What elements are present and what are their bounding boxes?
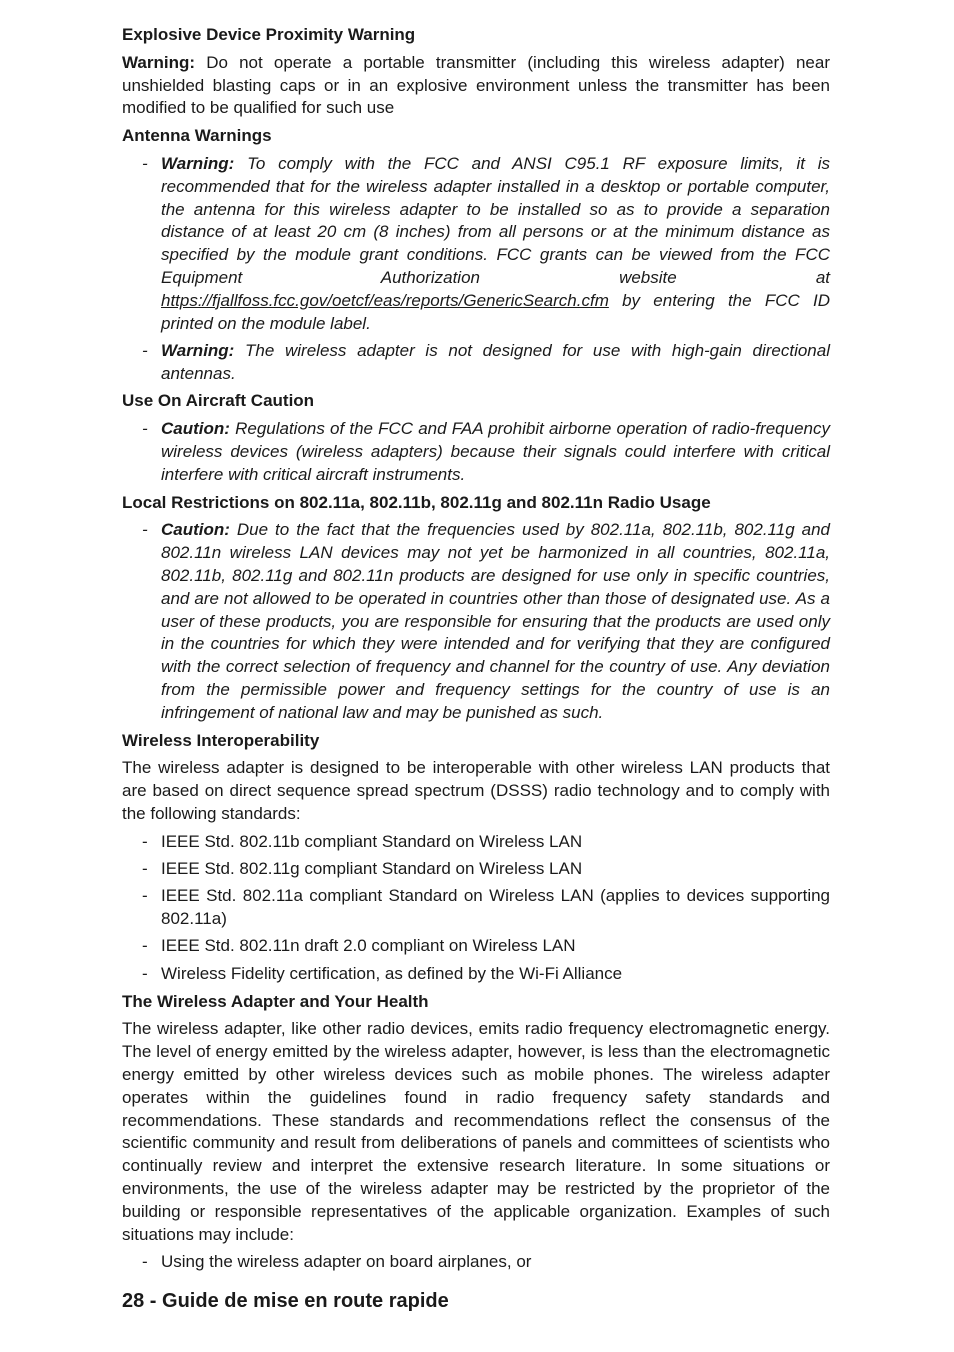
- list-item: - Using the wireless adapter on board airplanes, or: [122, 1251, 830, 1274]
- antenna-warning-2: [122, 340, 830, 386]
- interop-heading: Wireless Interoperability: [122, 730, 320, 750]
- aircraft-caution-lead: Caution:: [161, 419, 230, 439]
- antenna-list: [122, 153, 830, 385]
- antenna-warning-2-text: The wireless adapter is not designed for use with high-gain directional antennas.: [161, 340, 830, 383]
- page-footer: 28 - Guide de mise en route rapide: [122, 1290, 449, 1312]
- fcc-link[interactable]: https://fjallfoss.fcc.gov/oetcf/eas/reports/GenericSearch.cfm: [161, 290, 609, 310]
- local-caution-lead: Caution:: [161, 520, 230, 540]
- antenna-warning-2-lead: Warning:: [161, 340, 235, 360]
- health-list: [122, 1251, 830, 1274]
- antenna-warning-1-text: To comply with the FCC and ANSI C95.1 RF exposure limits, it is recommended that for the wireless adapter installed in a desktop or portable computer, the antenna for this wireless adapter to be installed so as to provide a separation distance of at least 20 cm (8 inches) from all persons or at the minimum distance as specified by the module grant conditions. FCC grants can be viewed from the FCC Equipment Authorization website at: [161, 153, 830, 287]
- health-paragraph: The wireless adapter, like other radio devices, emits radio frequency electromagnetic energy. The level of energy emitted by the wireless adapter, however, is less than the electromagnetic energy emitted by other wireless devices such as mobile phones. The wireless adapter operates within the guidelines found in radio frequency safety standards and recommendations. These standards and recommendations reflect the consensus of the scientific community and result from deliberations of panels and committees of scientists who continually review and interpret the extensive research literature. In some situations or environments, the use of the wireless adapter may be restricted by the proprietor of the building or responsible representatives of the applicable organization. Examples of such situations may include:: [122, 1019, 830, 1244]
- aircraft-caution: [122, 418, 830, 486]
- list-item: - IEEE Std. 802.11b compliant Standard on Wireless LAN: [122, 831, 830, 854]
- local-restrictions-caution: [122, 519, 830, 724]
- aircraft-caution-text: Regulations of the FCC and FAA prohibit airborne operation of radio-frequency wireless devices (wireless adapters) because their signals could interfere with critical interfere with critical aircraft instruments.: [161, 419, 830, 484]
- list-item: - IEEE Std. 802.11a compliant Standard on Wireless LAN (applies to devices supporting 802.11a): [122, 885, 830, 931]
- antenna-warning-1-tail: by entering the FCC ID printed on the module label.: [161, 290, 830, 333]
- explosive-lead: Warning:: [122, 52, 196, 72]
- interop-intro: The wireless adapter is designed to be interoperable with other wireless LAN products that are based on direct sequence spread spectrum (DSSS) radio technology and to comply with the following standards:: [122, 758, 830, 823]
- list-item: - IEEE Std. 802.11g compliant Standard on Wireless LAN: [122, 858, 830, 881]
- antenna-warning-1: [122, 153, 830, 335]
- interop-standards-list: [122, 831, 830, 986]
- antenna-warning-1-lead: Warning:: [161, 153, 235, 173]
- explosive-heading: Explosive Device Proximity Warning: [122, 25, 416, 44]
- explosive-paragraph: [122, 52, 830, 120]
- local-caution-text: Due to the fact that the frequencies used by 802.11a, 802.11b, 802.11g and 802.11n wireless LAN devices may not yet be harmonized in all countries, 802.11a, 802.11b, 802.11g and 802.11n products are designed for use only in specific countries, and are not allowed to be operated in countries other than those of designated use. As a user of these products, you are responsible for ensuring that the products are used only in the countries for which they were intended and for verifying that they are configured with the correct selection of frequency and channel for the country of use. Any deviation from the permissible power and frequency settings for the country of use is an infringement of national law and may be punished as such.: [161, 520, 830, 722]
- local-restrictions-list: [122, 519, 830, 724]
- aircraft-list: [122, 418, 830, 486]
- list-item: - IEEE Std. 802.11n draft 2.0 compliant on Wireless LAN: [122, 935, 830, 958]
- health-heading: The Wireless Adapter and Your Health: [122, 991, 429, 1011]
- document-page: [122, 24, 830, 1279]
- aircraft-heading: Use On Aircraft Caution: [122, 391, 315, 411]
- antenna-heading: Antenna Warnings: [122, 126, 272, 146]
- explosive-text: Do not operate a portable transmitter (including this wireless adapter) near unshielded blasting caps or in an explosive environment unless the transmitter has been modified to be qualified for such use: [122, 52, 830, 118]
- local-restrictions-heading: Local Restrictions on 802.11a, 802.11b, 802.11g and 802.11n Radio Usage: [122, 492, 711, 512]
- list-item: - Wireless Fidelity certification, as defined by the Wi-Fi Alliance: [122, 963, 830, 986]
